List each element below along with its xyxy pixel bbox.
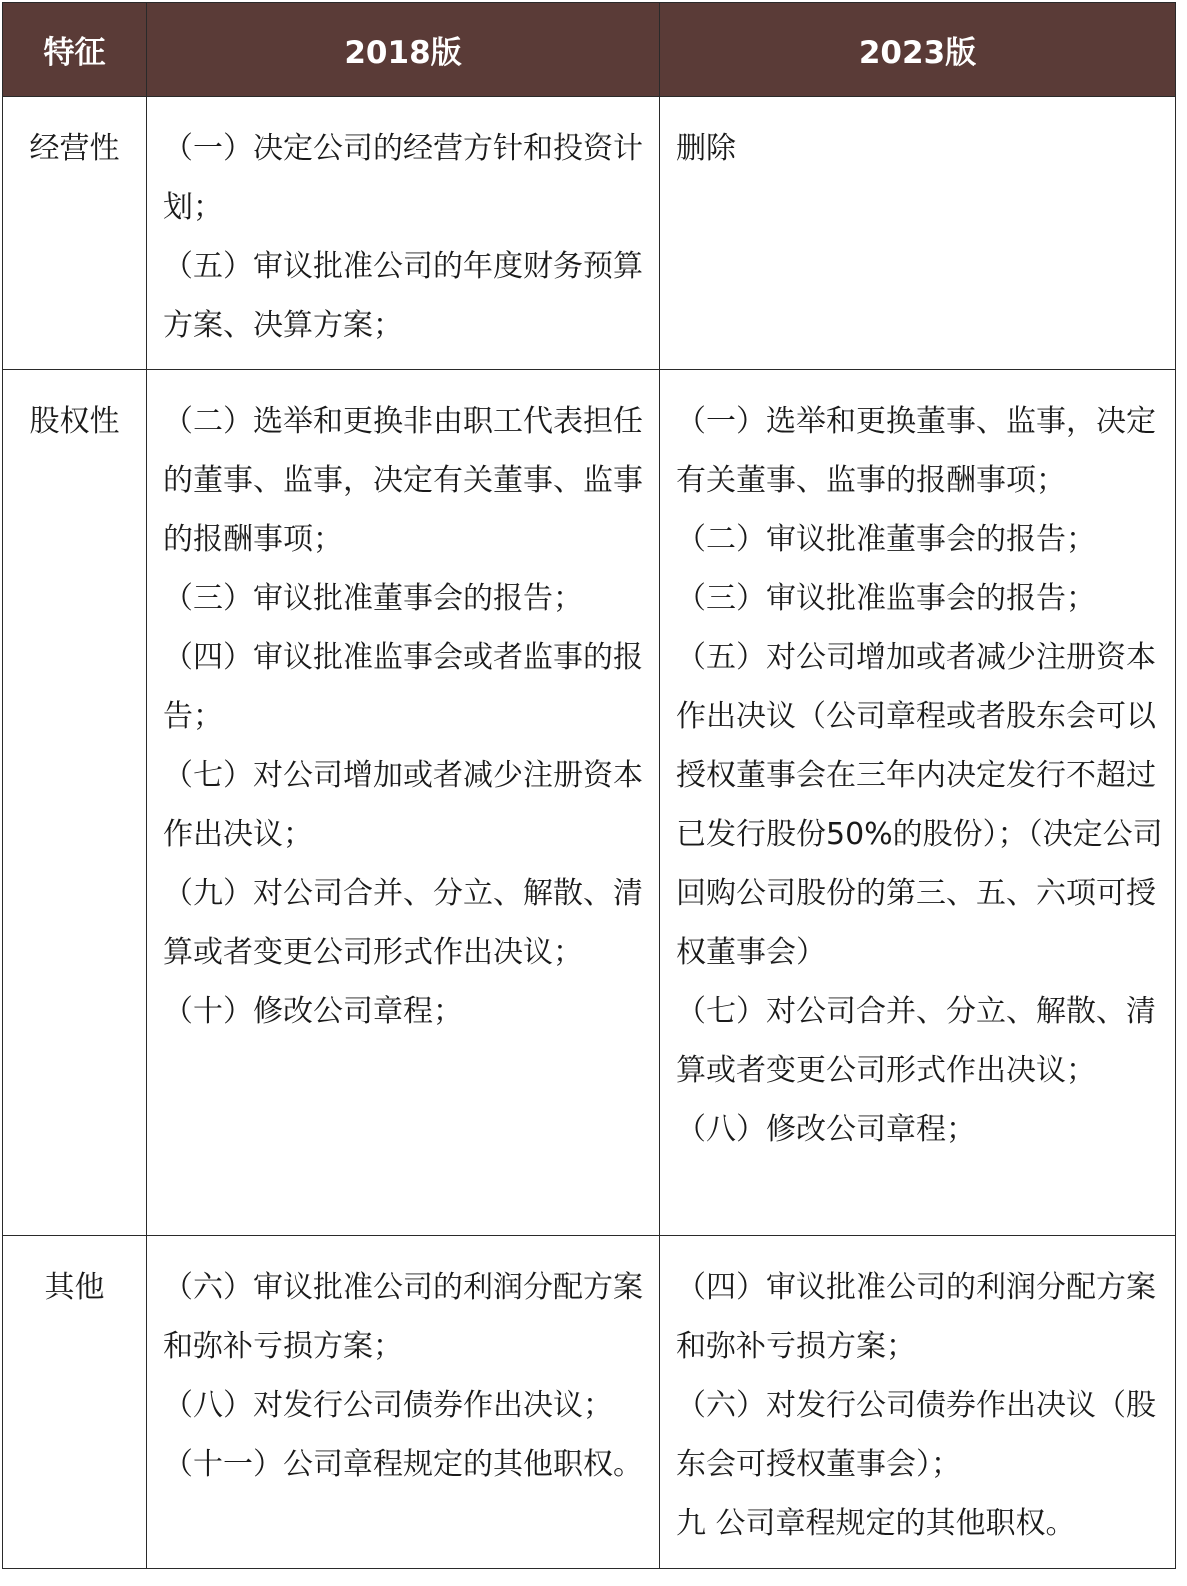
clause-text: （七）对公司合并、分立、解散、清算或者变更公司形式作出决议；	[676, 994, 1156, 1088]
header-row	[3, 3, 1176, 97]
header-feature: 特征	[3, 3, 147, 97]
table-row-equity	[3, 370, 1176, 1236]
clause-text: （七）对公司增加或者减少注册资本作出决议；	[163, 758, 643, 852]
feature-cell: 股权性	[3, 370, 147, 1236]
table-row-operational	[3, 97, 1176, 370]
clause-text: （三）审议批准董事会的报告；	[163, 581, 583, 616]
feature-cell: 其他	[3, 1236, 147, 1569]
clause-text: （六）审议批准公司的利润分配方案和弥补亏损方案；	[163, 1270, 643, 1364]
cell-2018	[147, 97, 660, 370]
clause-text: 删除	[676, 131, 736, 166]
clause-text: 九 公司章程规定的其他职权。	[676, 1506, 1076, 1541]
comparison-table	[2, 2, 1176, 1569]
header-2023: 2023版	[660, 3, 1176, 97]
clause-text: （四）审议批准公司的利润分配方案和弥补亏损方案；	[676, 1270, 1156, 1364]
table-row-other	[3, 1236, 1176, 1569]
clause-text: （一）选举和更换董事、监事，决定有关董事、监事的报酬事项；	[676, 404, 1156, 498]
clause-text: （八）修改公司章程；	[676, 1112, 976, 1147]
clause-text: （九）对公司合并、分立、解散、清算或者变更公司形式作出决议；	[163, 876, 643, 970]
clause-text: （六）对发行公司债券作出决议（股东会可授权董事会）；	[676, 1388, 1156, 1482]
clause-text: （十一）公司章程规定的其他职权。	[163, 1447, 643, 1482]
cell-2023	[660, 1236, 1176, 1569]
clause-text: （十）修改公司章程；	[163, 994, 463, 1029]
clause-text: （四）审议批准监事会或者监事的报告；	[163, 640, 643, 734]
clause-text: （五）对公司增加或者减少注册资本作出决议（公司章程或者股东会可以授权董事会在三年内决定发行不超过已发行股份50%的股份）；（决定公司回购公司股份的第三、五、六项可授权董事会）	[676, 640, 1163, 970]
feature-cell: 经营性	[3, 97, 147, 370]
cell-2023	[660, 370, 1176, 1236]
cell-2018	[147, 370, 660, 1236]
clause-text: （五）审议批准公司的年度财务预算方案、决算方案；	[163, 249, 643, 343]
header-2018: 2018版	[147, 3, 660, 97]
clause-text: （二）选举和更换非由职工代表担任的董事、监事，决定有关董事、监事的报酬事项；	[163, 404, 643, 557]
clause-text: （二）审议批准董事会的报告；	[676, 522, 1096, 557]
cell-2018	[147, 1236, 660, 1569]
clause-text: （一）决定公司的经营方针和投资计划；	[163, 131, 643, 225]
clause-text: （八）对发行公司债券作出决议；	[163, 1388, 613, 1423]
cell-2023	[660, 97, 1176, 370]
clause-text: （三）审议批准监事会的报告；	[676, 581, 1096, 616]
